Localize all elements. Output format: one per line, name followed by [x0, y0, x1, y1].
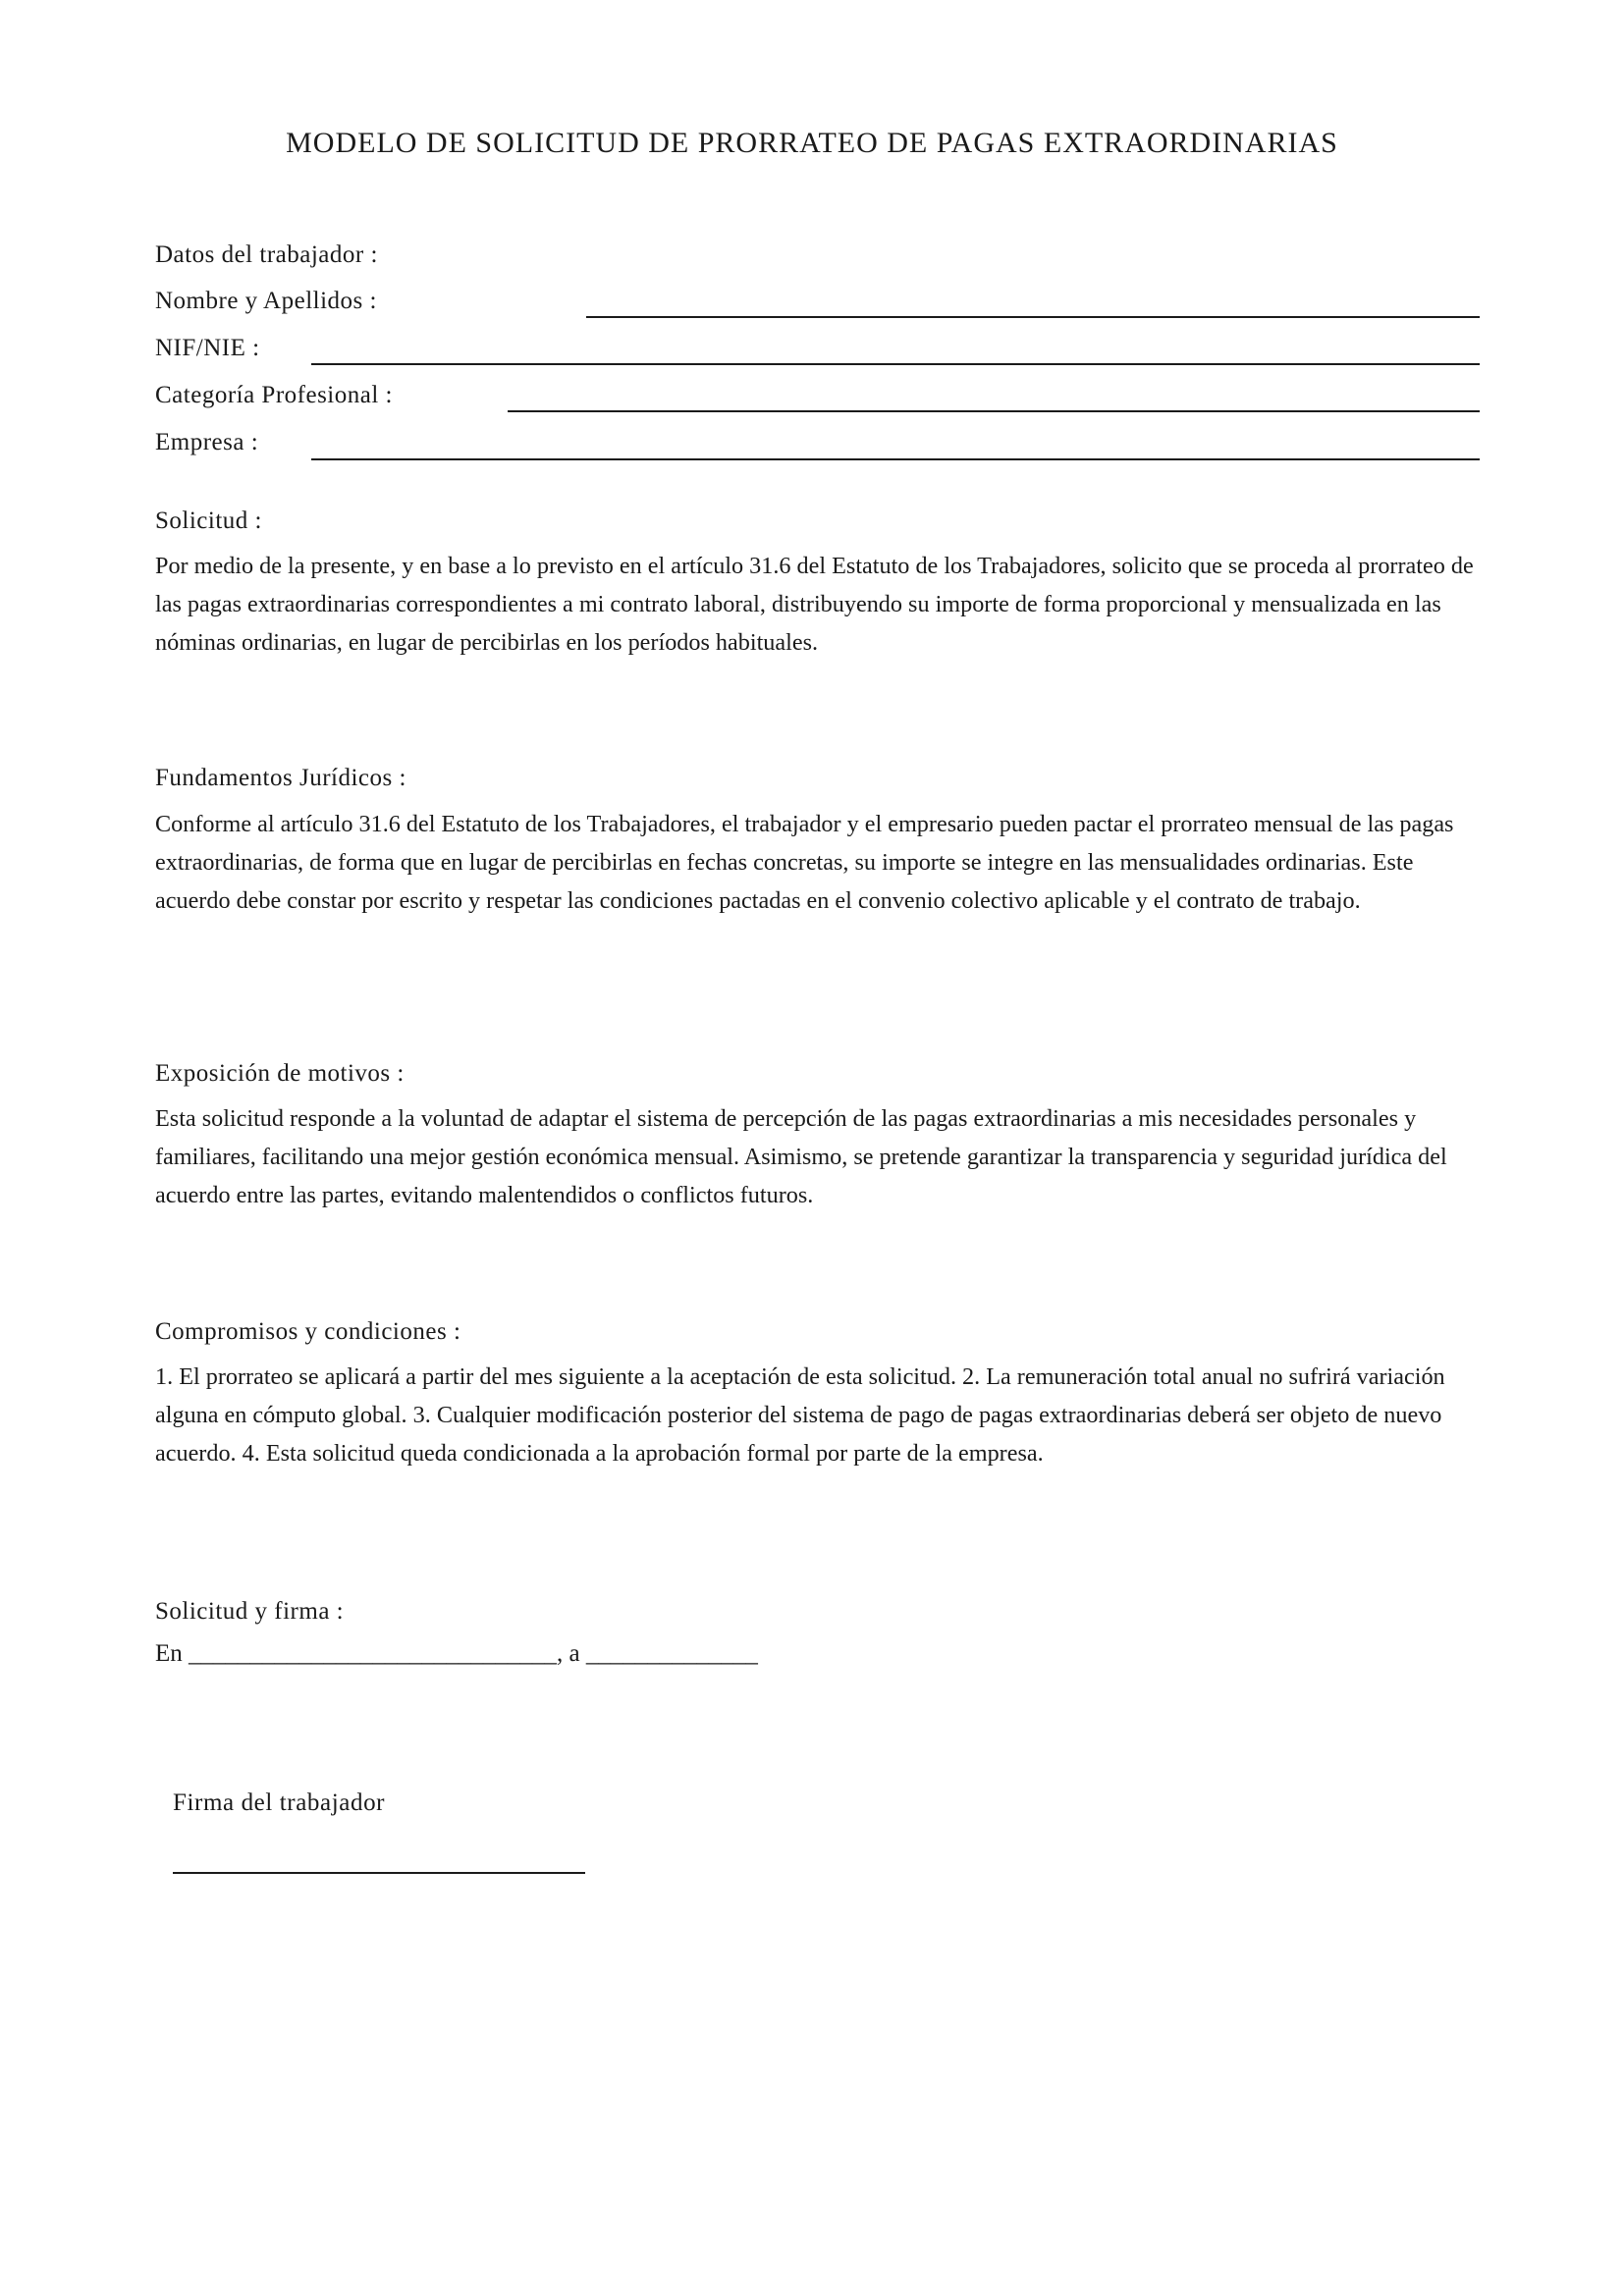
commitments-heading: Compromisos y condiciones :: [155, 1318, 461, 1345]
name-label: Nombre y Apellidos :: [155, 288, 377, 314]
nif-field[interactable]: [311, 363, 1480, 365]
document-title: MODELO DE SOLICITUD DE PRORRATEO DE PAGAS EXTRAORDINARIAS: [286, 127, 1338, 159]
company-label: Empresa :: [155, 429, 259, 455]
company-field[interactable]: [311, 458, 1480, 460]
commitments-body: 1. El prorrateo se aplicará a partir del mes siguiente a la aceptación de esta solicitud. 2. La remuneración total anual no sufrirá variación alguna en cómputo global. 3. Cualquier modificación posterior del sistema de pago de pagas extraordinarias deberá ser objeto de nuevo acuerdo. 4. Esta solicitud queda condicionada a la aprobación formal por parte de la empresa.: [155, 1363, 1445, 1467]
category-field[interactable]: [508, 410, 1480, 412]
signature-heading: Solicitud y firma :: [155, 1598, 345, 1625]
signature-line[interactable]: [173, 1872, 585, 1874]
legal-body: Conforme al artículo 31.6 del Estatuto de los Trabajadores, el trabajador y el empresario pueden pactar el prorrateo mensual de las pagas extraordinarias, de forma que en lugar de percibirlas en fechas concretas, su importe se integre en las mensualidades ordinarias. Este acuerdo debe constar por escrito y respetar las condiciones pactadas en el convenio colectivo aplicable y el contrato de trabajo.: [155, 811, 1454, 914]
worker-data-heading: Datos del trabajador :: [155, 241, 378, 268]
request-heading: Solicitud :: [155, 507, 262, 534]
motives-body: Esta solicitud responde a la voluntad de adaptar el sistema de percepción de las pagas extraordinarias a mis necesidades personales y familiares, facilitando una mejor gestión económica mensual. Asimismo, se pretende garantizar la transparencia y seguridad jurídica del acuerdo entre las partes, evitando malentendidos o conflictos futuros.: [155, 1105, 1447, 1208]
place-date-line[interactable]: En ______________________________, a ______________: [155, 1640, 758, 1667]
nif-label: NIF/NIE :: [155, 335, 260, 361]
legal-heading: Fundamentos Jurídicos :: [155, 765, 406, 791]
signer-label: Firma del trabajador: [173, 1789, 386, 1816]
name-field[interactable]: [586, 316, 1480, 318]
request-body: Por medio de la presente, y en base a lo previsto en el artículo 31.6 del Estatuto de los Trabajadores, solicito que se proceda al prorrateo de las pagas extraordinarias correspondientes a mi contrato laboral, distribuyendo su importe de forma proporcional y mensualizada en las nóminas ordinarias, en lugar de percibirlas en los períodos habituales.: [155, 553, 1474, 656]
category-label: Categoría Profesional :: [155, 382, 393, 408]
motives-heading: Exposición de motivos :: [155, 1060, 405, 1087]
